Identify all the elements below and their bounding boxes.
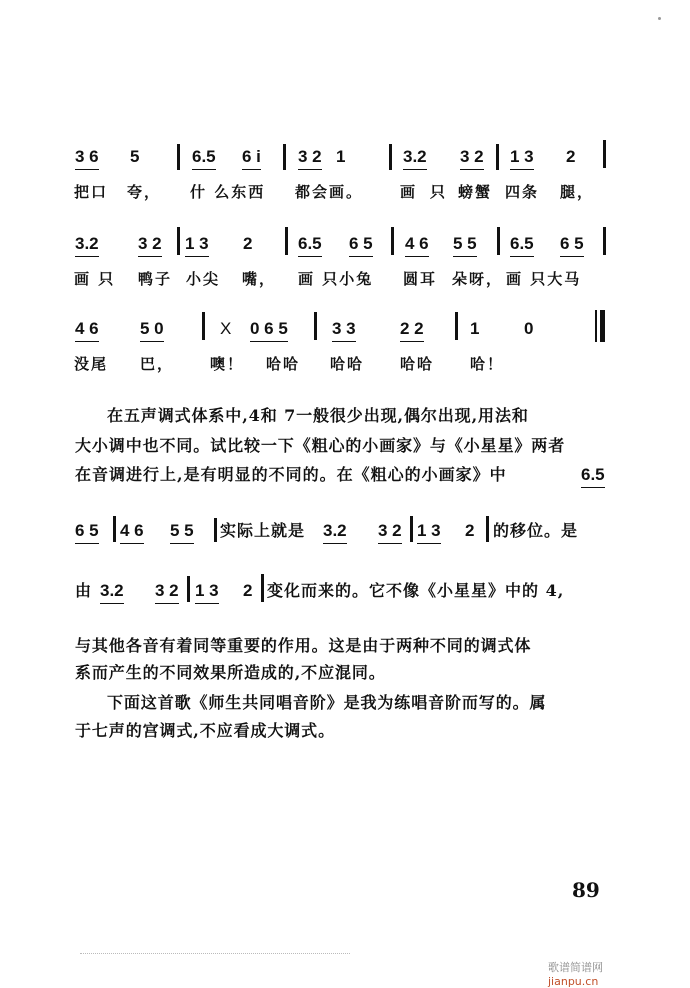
watermark — [541, 946, 603, 988]
final-barline-thick — [600, 310, 605, 342]
paragraph-text: 的移位。是 — [493, 521, 579, 540]
lyric: 没尾 — [74, 355, 109, 373]
inline-note-group: 6 5 — [75, 520, 99, 544]
lyric: 夸， — [127, 183, 162, 201]
watermark-site-name: 歌谱简谱网 — [548, 961, 603, 974]
barline — [283, 144, 286, 170]
barline — [410, 516, 413, 542]
lyric: 画 只大马 — [506, 270, 582, 288]
lyric: 哈哈 — [330, 355, 365, 373]
lyric: 把口 — [74, 183, 109, 201]
note-group: 3 2 — [298, 146, 322, 170]
inline-note-group: 1 3 — [195, 580, 219, 604]
inline-note-group: 4 6 — [120, 520, 144, 544]
barline — [603, 140, 606, 168]
note-group: 6 5 — [560, 233, 584, 257]
scan-speck — [658, 17, 661, 20]
lyric: 朵呀， — [452, 270, 504, 288]
note: 2 — [243, 234, 253, 253]
barline — [455, 312, 458, 340]
barline — [202, 312, 205, 340]
barline — [187, 576, 190, 602]
barline — [496, 144, 499, 170]
lyric: 画 只 — [74, 270, 116, 288]
inline-note-group: 5 5 — [170, 520, 194, 544]
barline — [389, 144, 392, 170]
note-group: 4 6 — [75, 318, 99, 342]
lyric: 腿， — [560, 183, 595, 201]
inline-note: 2 — [243, 581, 253, 600]
notes-row — [0, 233, 690, 259]
barline — [177, 227, 180, 255]
paragraph-line: 系而产生的不同效果所造成的,不应混同。 — [75, 663, 386, 682]
barline — [261, 574, 264, 602]
note-group: 6 5 — [349, 233, 373, 257]
lyric: 都会画。 — [295, 183, 364, 201]
paragraph-text: 由 — [75, 581, 93, 600]
lyric: 只 — [430, 183, 448, 201]
paragraph-text: 在音调进行上,是有明显的不同的。在《粗心的小画家》中 — [75, 465, 507, 484]
paragraph-line: 大小调中也不同。试比较一下《粗心的小画家》与《小星星》两者 — [75, 436, 566, 455]
inline-note-group: 3.2 — [100, 580, 124, 604]
lyric: 小尖 — [186, 270, 221, 288]
barline — [314, 312, 317, 340]
note-group: 3.2 — [403, 146, 427, 170]
lyric: 巴， — [140, 355, 175, 373]
barline — [391, 227, 394, 255]
paragraph-line: 与其他各音有着同等重要的作用。这是由于两种不同的调式体 — [75, 636, 532, 655]
lyric: 哈哈 — [266, 355, 301, 373]
barline — [285, 227, 288, 255]
notes-row — [0, 318, 690, 344]
paragraph-line-with-notes — [75, 520, 620, 550]
note-group: 6.5 — [510, 233, 534, 257]
lyric: 画 — [400, 183, 418, 201]
lyric: 画 只小兔 — [298, 270, 374, 288]
lyrics-row — [0, 354, 690, 376]
barline — [113, 516, 116, 542]
paragraph-line: 于七声的宫调式,不应看成大调式。 — [75, 721, 335, 740]
paragraph-line-with-notes — [75, 464, 620, 494]
note-group: 3.2 — [75, 233, 99, 257]
paragraph-text: 实际上就是 — [220, 521, 306, 540]
barline — [486, 516, 489, 542]
inline-note-group: 6.5 — [581, 464, 605, 488]
note-group: 0 6 5 — [250, 318, 288, 342]
inline-note-group: 1 3 — [417, 520, 441, 544]
note: 5 — [130, 147, 140, 166]
final-barline-thin — [595, 310, 597, 342]
lyric: 鸭子 — [138, 270, 173, 288]
lyrics-row — [0, 182, 690, 204]
note-group: 2 2 — [400, 318, 424, 342]
lyric: 噢！ — [210, 355, 245, 373]
inline-note-group: 3 2 — [378, 520, 402, 544]
lyric: 螃蟹 — [458, 183, 493, 201]
notes-row — [0, 146, 690, 172]
barline — [603, 227, 606, 255]
note-group: 5 5 — [453, 233, 477, 257]
paragraph-line: 下面这首歌《师生共同唱音阶》是我为练唱音阶而写的。属 — [107, 693, 547, 712]
note: 0 — [524, 319, 534, 338]
note-group: 3 6 — [75, 146, 99, 170]
barline — [177, 144, 180, 170]
note-group: 1 3 — [510, 146, 534, 170]
lyrics-row — [0, 269, 690, 291]
note-group: 3 2 — [460, 146, 484, 170]
paragraph-line-with-notes — [75, 580, 620, 610]
note: 1 — [336, 147, 346, 166]
note-group: 4 6 — [405, 233, 429, 257]
note-group: 6 i — [242, 146, 261, 170]
page-number: 89 — [572, 878, 600, 902]
lyric: 哈！ — [470, 355, 505, 373]
note-group: 5 0 — [140, 318, 164, 342]
lyric: 四条 — [505, 183, 540, 201]
footer-scan-artifact — [80, 953, 350, 956]
lyric: 嘴， — [242, 270, 277, 288]
paragraph-text: 变化而来的。它不像《小星星》中的 4, — [267, 581, 565, 600]
note-group: 3 2 — [138, 233, 162, 257]
note: 1 — [470, 319, 480, 338]
barline — [497, 227, 500, 255]
inline-note-group: 3 2 — [155, 580, 179, 604]
note-group: 6.5 — [298, 233, 322, 257]
lyric: 圆耳 — [403, 270, 438, 288]
inline-note: 2 — [465, 521, 475, 540]
note: 2 — [566, 147, 576, 166]
inline-note-group: 3.2 — [323, 520, 347, 544]
watermark-url: jianpu.cn — [548, 975, 599, 988]
note: X — [220, 319, 232, 338]
paragraph-line: 在五声调式体系中,4和 7一般很少出现,偶尔出现,用法和 — [107, 406, 529, 425]
note-group: 3 3 — [332, 318, 356, 342]
lyric: 什 么东西 — [190, 183, 266, 201]
note-group: 6.5 — [192, 146, 216, 170]
lyric: 哈哈 — [400, 355, 435, 373]
note-group: 1 3 — [185, 233, 209, 257]
barline — [214, 518, 217, 542]
